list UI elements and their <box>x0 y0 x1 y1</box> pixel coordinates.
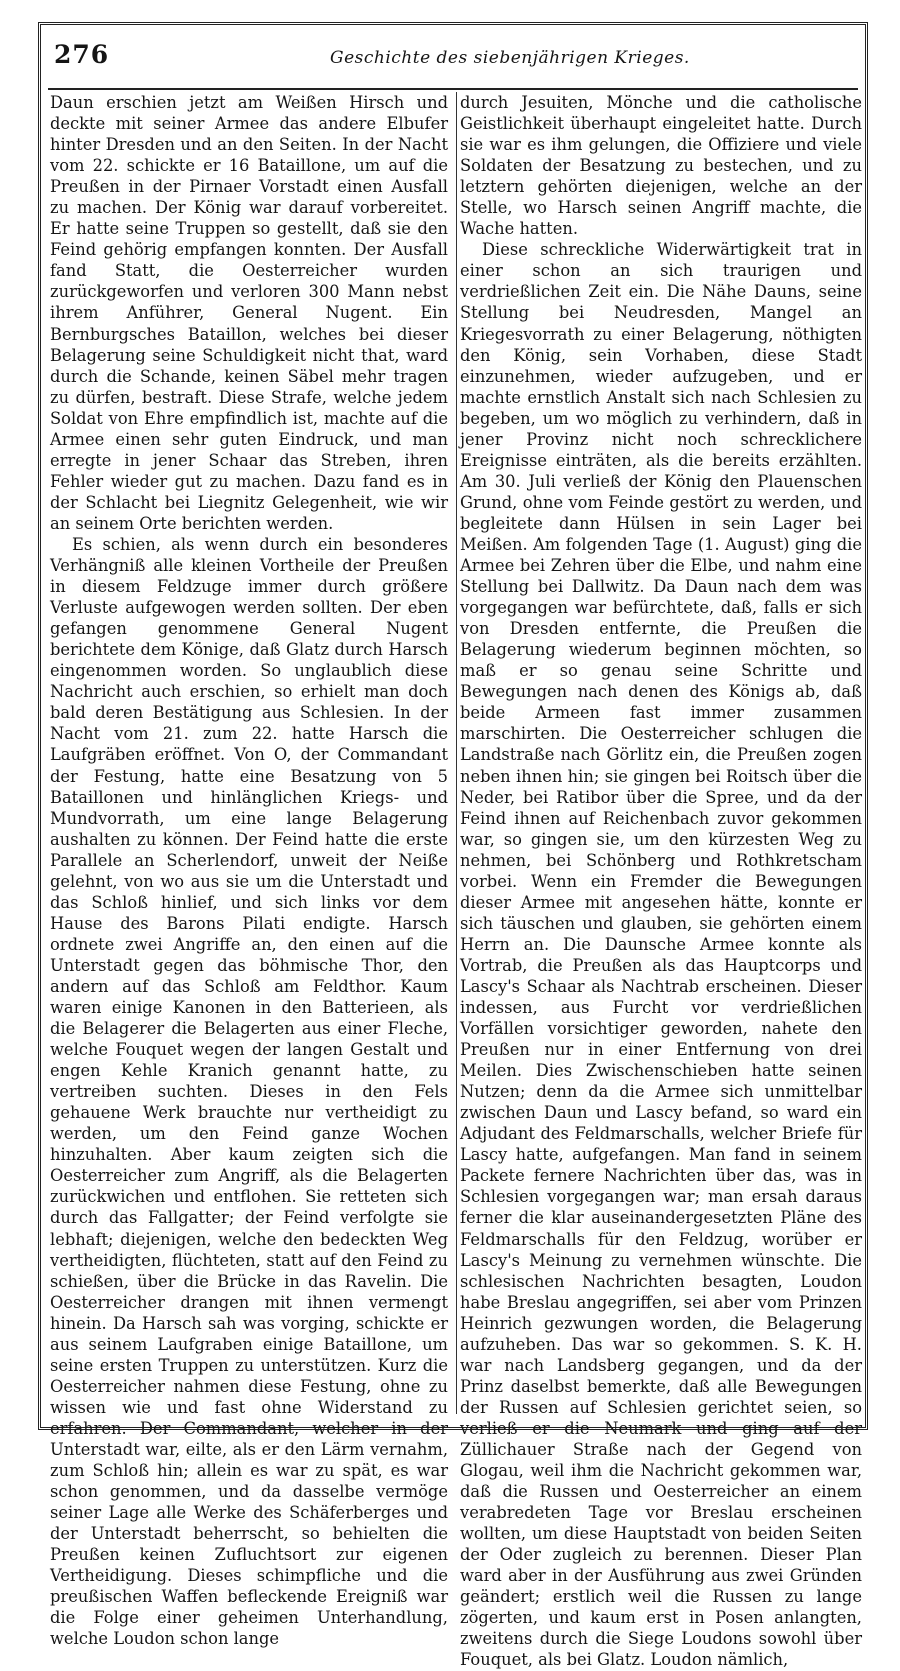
page-number: 276 <box>54 40 110 69</box>
right-column <box>460 92 862 1670</box>
paragraph: Es schien, als wenn durch ein besonderes Verhängniß alle kleinen Vortheile der Preußen in diesem Feldzuge immer durch größere Verluste aufgewogen werden sollten. Der eben gefangen genommene General Nugent berichtete dem Könige, daß Glatz durch Harsch eingenommen worden. So unglaublich diese Nachricht auch erschien, so erhielt man doch bald deren Bestätigung aus Schlesien. In der Nacht vom 21. zum 22. hatte Harsch die Laufgräben eröffnet. Von O, der Commandant der Festung, hatte eine Besatzung von 5 Bataillonen und hinlänglichen Kriegs- und Mundvorrath, um eine lange Belagerung aushalten zu können. Der Feind hatte die erste Parallele an Scherlendorf, unweit der Neiße gelehnt, von wo aus sie um die Unterstadt und das Schloß hinlief, und sich links vor dem Hause des Barons Pilati endigte. Harsch ordnete zwei Angriffe an, den einen auf die Unterstadt gegen das böhmische Thor, den andern auf das Schloß am Feldthor. Kaum waren einige Kanonen in den Batterieen, als die Belagerer die Belagerten aus einer Fleche, welche Fouquet wegen der langen Gestalt und engen Kehle Kranich genannt hatte, zu vertreiben suchten. Dieses in den Fels gehauene Werk brauchte nur vertheidigt zu werden, um den Feind ganze Wochen hinzuhalten. Aber kaum zeigten sich die Oesterreicher zum Angriff, als die Belagerten zurückwichen und entflohen. Sie retteten sich durch das Fallgatter; der Feind verfolgte sie lebhaft; diejenigen, welche den bedeckten Weg vertheidigten, flüchteten, statt auf den Feind zu schießen, über die Brücke in das Ravelin. Die Oesterreicher drangen mit ihnen vermengt hinein. Da Harsch sah was vorging, schickte er aus seinem Laufgraben einige Bataillone, um seine ersten Truppen zu unterstützen. Kurz die Oesterreicher nahmen diese Festung, ohne zu wissen wie und fast ohne Widerstand zu erfahren. Der Commandant, welcher in der Unterstadt war, eilte, als er den Lärm vernahm, zum Schloß hin; allein es war zu spät, es war schon genommen, und da dasselbe vermöge seiner Lage alle Werke des Schäferberges und der Unterstadt beherrscht, so behielten die Preußen keinen Zufluchtsort zur eigenen Vertheidigung. Dieses schimpfliche und die preußischen Waffen befleckende Ereigniß war die Folge einer geheimen Unterhandlung, welche Loudon schon lange <box>50 534 448 1649</box>
left-column <box>50 92 448 1649</box>
running-title: Geschichte des siebenjährigen Krieges. <box>330 48 690 68</box>
paragraph: Diese schreckliche Widerwärtigkeit trat in einer schon an sich traurigen und verdrießlichen Zeit ein. Die Nähe Dauns, seine Stellung bei Neudresden, Mangel an Kriegesvorrath zu einer Belagerung, nöthigten den König, sein Vorhaben, diese Stadt einzunehmen, wieder aufzugeben, und er machte ernstlich Anstalt sich nach Schlesien zu begeben, um wo möglich zu verhindern, daß in jener Provinz nicht noch schrecklichere Ereignisse einträten, als die bereits erzählten. Am 30. Juli verließ der König den Plauenschen Grund, ohne vom Feinde gestört zu werden, und begleitete dann Hülsen in sein Lager bei Meißen. Am folgenden Tage (1. August) ging die Armee bei Zehren über die Elbe, und nahm eine Stellung bei Dallwitz. Da Daun nach dem was vorgegangen war befürchtete, daß, falls er sich von Dresden entfernte, die Preußen die Belagerung wiederum beginnen möchten, so maß er so genau seine Schritte und Bewegungen nach denen des Königs ab, daß beide Armeen fast immer zusammen marschirten. Die Oesterreicher schlugen die Landstraße nach Görlitz ein, die Preußen zogen neben ihnen hin; sie gingen bei Roitsch über die Neder, bei Ratibor über die Spree, und da der Feind ihnen auf Reichenbach zuvor gekommen war, so gingen sie, um den kürzesten Weg zu nehmen, bei Schönberg und Rothkretscham vorbei. Wenn ein Fremder die Bewegungen dieser Armee mit angesehen hätte, konnte er sich täuschen und glauben, sie gehörten einem Herrn an. Die Daunsche Armee konnte als Vortrab, die Preußen als das Hauptcorps und Lascy's Schaar als Nachtrab erscheinen. Dieser indessen, aus Furcht vor verdrießlichen Vorfällen vorsichtiger geworden, nahete den Preußen nur in einer Entfernung von drei Meilen. Dies Zwischenschieben hatte seinen Nutzen; denn da die Armee sich unmittelbar zwischen Daun und Lascy befand, so ward ein Adjudant des Feldmarschalls, welcher Briefe für Lascy hatte, aufgefangen. Man fand in seinem Packete fernere Nachrichten über das, was in Schlesien vorgegangen war; man ersah daraus ferner die klar auseinandergesetzten Pläne des Feldmarschalls für den Feldzug, worüber er Lascy's Meinung zu vernehmen wünschte. Die schlesischen Nachrichten besagten, Loudon habe Breslau angegriffen, sei aber vom Prinzen Heinrich gezwungen worden, die Belagerung aufzuheben. Das war so gekommen. S. K. H. war nach Landsberg gegangen, und da der Prinz daselbst bemerkte, daß alle Bewegungen der Russen auf Schlesien gerichtet seien, so verließ er die Neumark und ging auf der Züllichauer Straße nach der Gegend von Glogau, weil ihm die Nachricht gekommen war, daß die Russen und Oesterreicher an einem verabredeten Tage vor Breslau erscheinen wollten, um diese Hauptstadt von beiden Seiten der Oder zugleich zu berennen. Dieser Plan ward aber in der Ausführung aus zwei Gründen geändert; erstlich weil die Russen zu lange zögerten, und kaum erst in Posen anlangten, zweitens durch die Siege Loudons sowohl über Fouquet, als bei Glatz. Loudon nämlich, <box>460 240 862 1670</box>
paragraph: Daun erschien jetzt am Weißen Hirsch und deckte mit seiner Armee das andere Elbufer hinter Dresden und an den Seiten. In der Nacht vom 22. schickte er 16 Bataillone, um auf die Preußen in der Pirnaer Vorstadt einen Ausfall zu machen. Der König war darauf vorbereitet. Er hatte seine Truppen so gestellt, daß sie den Feind gehörig empfangen konnten. Der Ausfall fand Statt, die Oesterreicher wurden zurückgeworfen und verloren 300 Mann nebst ihrem Anführer, General Nugent. Ein Bernburgsches Bataillon, welches bei dieser Belagerung seine Schuldigkeit nicht that, ward durch die Schande, keinen Säbel mehr tragen zu dürfen, bestraft. Diese Strafe, welche jedem Soldat von Ehre empfindlich ist, machte auf die Armee einen sehr guten Eindruck, und man erregte in jener Schaar das Streben, ihren Fehler wieder gut zu machen. Dazu fand es in der Schlacht bei Liegnitz Gelegenheit, wie wir an seinem Orte berichten werden. <box>50 93 448 533</box>
header-rule <box>48 88 858 90</box>
column-divider <box>456 92 457 1414</box>
paragraph: durch Jesuiten, Mönche und die catholische Geistlichkeit überhaupt eingeleitet hatte. Durch sie war es ihm gelungen, die Offiziere und viele Soldaten der Besatzung zu bestechen, und zu letztern gehörten diejenigen, welche an der Stelle, wo Harsch seinen Angriff machte, die Wache hatten. <box>460 93 862 239</box>
